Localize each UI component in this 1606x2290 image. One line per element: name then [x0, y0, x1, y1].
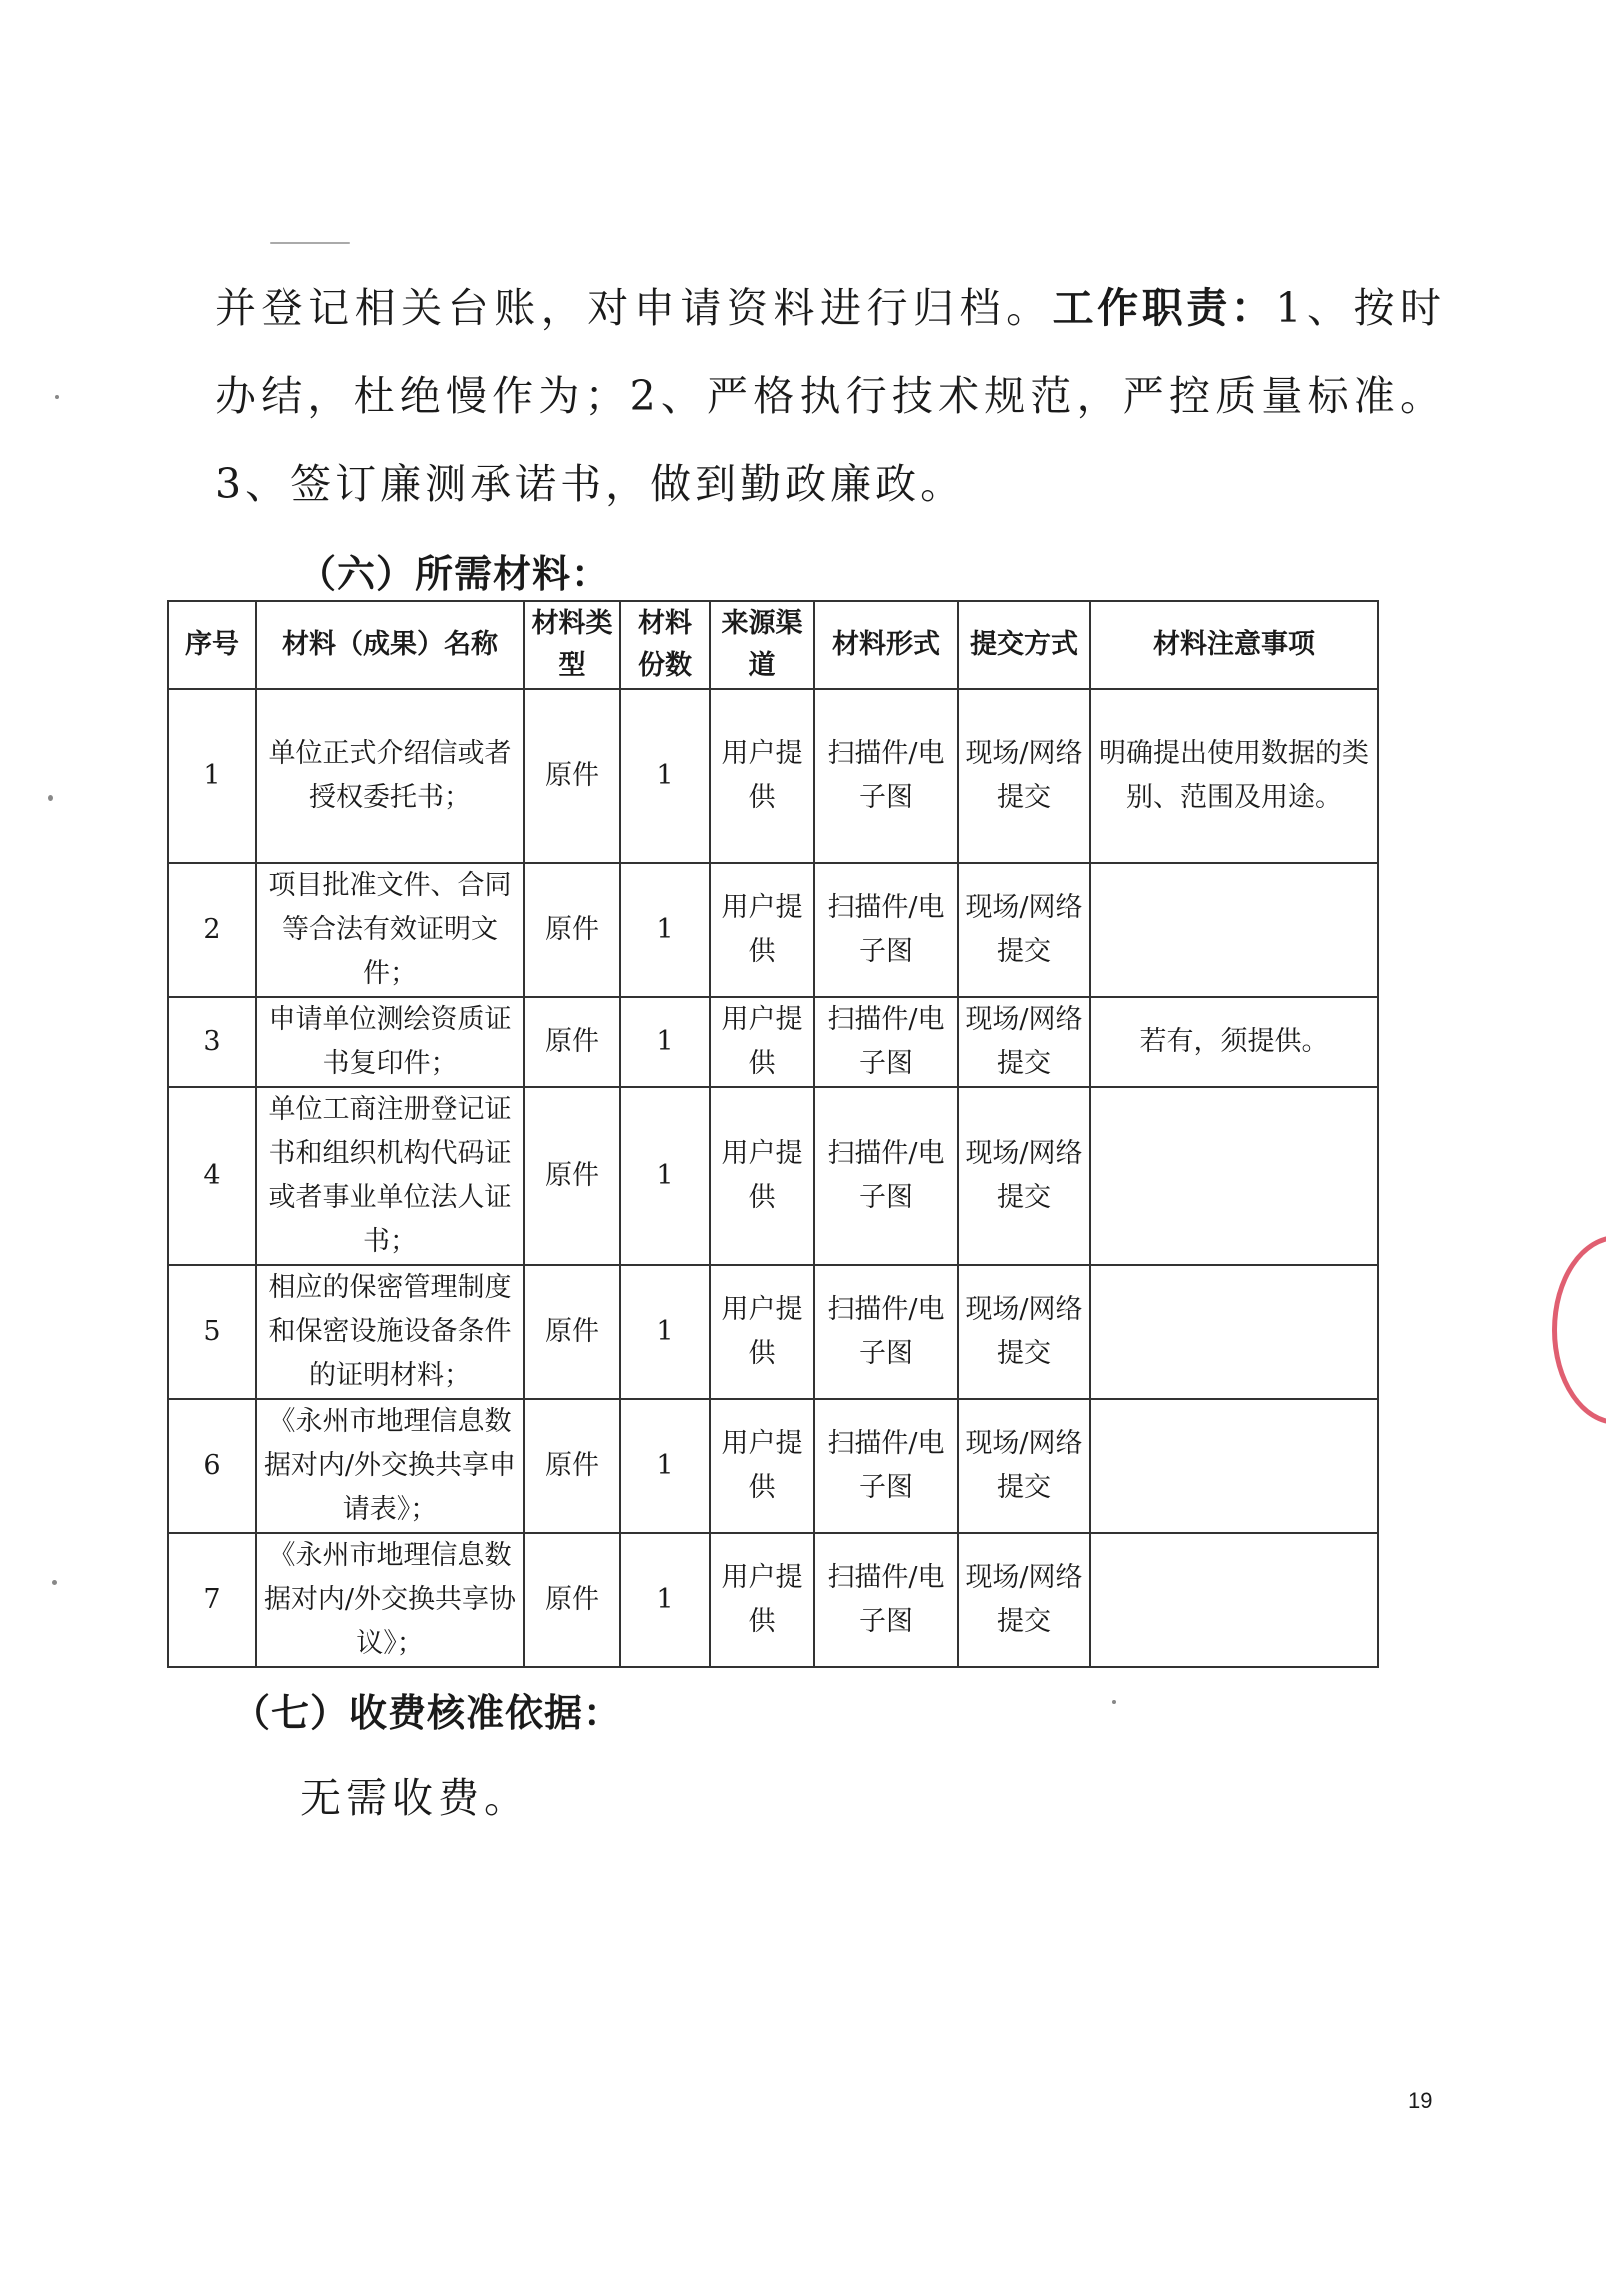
cell-submit: 现场/网络提交	[958, 1533, 1090, 1667]
cell-name: 项目批准文件、合同等合法有效证明文件；	[256, 863, 524, 997]
duties-label: 工作职责：	[1052, 284, 1276, 332]
scan-speck	[52, 1580, 57, 1585]
scan-speck	[270, 242, 350, 244]
cell-note: 若有，须提供。	[1090, 997, 1378, 1087]
cell-count: 1	[620, 1399, 710, 1533]
cell-no: 5	[168, 1265, 256, 1399]
table-row	[168, 997, 1378, 1087]
cell-submit: 现场/网络提交	[958, 997, 1090, 1087]
col-header-name: 材料（成果）名称	[256, 601, 524, 689]
cell-type: 原件	[524, 863, 620, 997]
intro-text-after: 1、按时办结，杜绝慢作为；2、严格执行技术规范，严控质量标准。3、签订廉测承诺书，做到勤政廉政。	[215, 284, 1446, 508]
col-header-note: 材料注意事项	[1090, 601, 1378, 689]
cell-source: 用户提供	[710, 997, 814, 1087]
cell-no: 7	[168, 1533, 256, 1667]
cell-count: 1	[620, 997, 710, 1087]
cell-note	[1090, 1399, 1378, 1533]
cell-submit: 现场/网络提交	[958, 1265, 1090, 1399]
col-header-count: 材料份数	[620, 601, 710, 689]
cell-note: 明确提出使用数据的类别、范围及用途。	[1090, 689, 1378, 863]
cell-count: 1	[620, 1087, 710, 1265]
cell-no: 3	[168, 997, 256, 1087]
cell-type: 原件	[524, 1087, 620, 1265]
cell-source: 用户提供	[710, 1087, 814, 1265]
cell-type: 原件	[524, 1533, 620, 1667]
cell-submit: 现场/网络提交	[958, 863, 1090, 997]
cell-source: 用户提供	[710, 1265, 814, 1399]
cell-form: 扫描件/电子图	[814, 997, 958, 1087]
cell-form: 扫描件/电子图	[814, 1533, 958, 1667]
cell-count: 1	[620, 863, 710, 997]
materials-table	[167, 600, 1379, 1668]
cell-submit: 现场/网络提交	[958, 1399, 1090, 1533]
cell-source: 用户提供	[710, 1399, 814, 1533]
cell-submit: 现场/网络提交	[958, 1087, 1090, 1265]
table-row	[168, 1399, 1378, 1533]
table-row	[168, 1533, 1378, 1667]
table-row	[168, 863, 1378, 997]
cell-no: 2	[168, 863, 256, 997]
cell-note	[1090, 1533, 1378, 1667]
cell-form: 扫描件/电子图	[814, 1087, 958, 1265]
cell-count: 1	[620, 689, 710, 863]
cell-name: 单位工商注册登记证书和组织机构代码证或者事业单位法人证书；	[256, 1087, 524, 1265]
cell-name: 申请单位测绘资质证书复印件；	[256, 997, 524, 1087]
cell-name: 《永州市地理信息数据对内/外交换共享申请表》；	[256, 1399, 524, 1533]
cell-note	[1090, 1087, 1378, 1265]
col-header-submit: 提交方式	[958, 601, 1090, 689]
table-row	[168, 1087, 1378, 1265]
intro-paragraph	[215, 264, 1445, 528]
col-header-type: 材料类型	[524, 601, 620, 689]
cell-name: 《永州市地理信息数据对内/外交换共享协议》；	[256, 1533, 524, 1667]
cell-source: 用户提供	[710, 1533, 814, 1667]
scan-speck	[48, 795, 53, 801]
scan-speck	[1112, 1700, 1116, 1704]
col-header-source: 来源渠道	[710, 601, 814, 689]
cell-no: 1	[168, 689, 256, 863]
materials-heading: （六）所需材料：	[298, 552, 611, 596]
table-row	[168, 689, 1378, 863]
cell-note	[1090, 863, 1378, 997]
col-header-no: 序号	[168, 601, 256, 689]
cell-note	[1090, 1265, 1378, 1399]
cell-type: 原件	[524, 1265, 620, 1399]
cell-form: 扫描件/电子图	[814, 863, 958, 997]
cell-name: 相应的保密管理制度和保密设施设备条件的证明材料；	[256, 1265, 524, 1399]
cell-type: 原件	[524, 689, 620, 863]
cell-count: 1	[620, 1265, 710, 1399]
page-number: 19	[1408, 2088, 1433, 2113]
cell-source: 用户提供	[710, 863, 814, 997]
table-row	[168, 1265, 1378, 1399]
cell-type: 原件	[524, 1399, 620, 1533]
intro-text-before: 并登记相关台账，对申请资料进行归档。	[215, 284, 1053, 332]
scan-speck	[55, 395, 59, 399]
cell-form: 扫描件/电子图	[814, 689, 958, 863]
cell-no: 6	[168, 1399, 256, 1533]
cell-type: 原件	[524, 997, 620, 1087]
fee-heading: （七）收费核准依据：	[232, 1691, 623, 1735]
cell-submit: 现场/网络提交	[958, 689, 1090, 863]
fee-body: 无需收费。	[300, 1774, 530, 1822]
table-header-row	[168, 601, 1378, 689]
cell-count: 1	[620, 1533, 710, 1667]
cell-source: 用户提供	[710, 689, 814, 863]
cell-no: 4	[168, 1087, 256, 1265]
cell-form: 扫描件/电子图	[814, 1399, 958, 1533]
cell-form: 扫描件/电子图	[814, 1265, 958, 1399]
cell-name: 单位正式介绍信或者授权委托书；	[256, 689, 524, 863]
red-seal-fragment	[1552, 1235, 1606, 1425]
col-header-form: 材料形式	[814, 601, 958, 689]
